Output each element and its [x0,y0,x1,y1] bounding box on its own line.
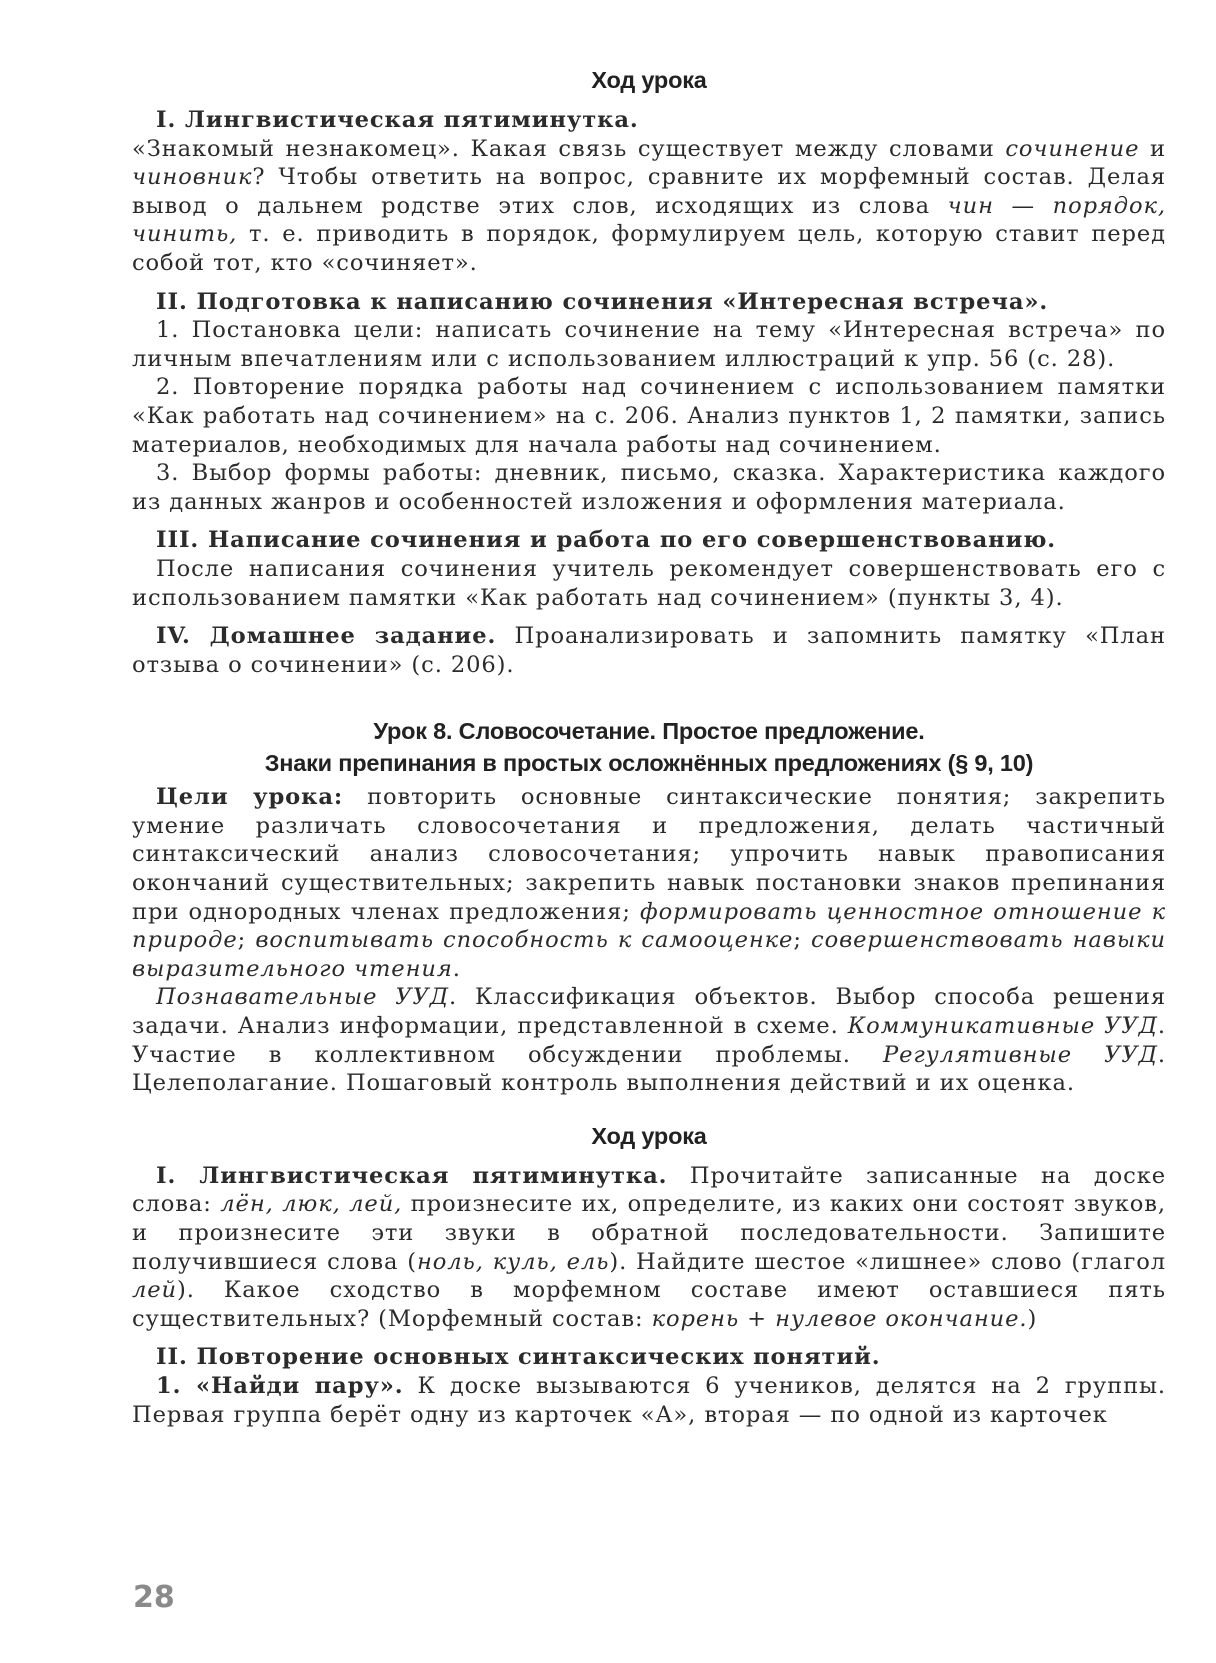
lesson-title: Урок 8. Словосочетание. Простое предложение. [373,718,925,745]
essay-preparation-item: 3. Выбор формы работы: дневник, письмо, сказка. Характеристика каждого из данных жанров и особенностей изложения и оформления материала. [132,460,1166,515]
homework-heading: IV. Домашнее задание. [156,623,497,650]
linguistic-five-minute-paragraph-2: I. Лингвистическая пятиминутка. Прочитайте записанные на доске слова: лён, люк, лей, произнесите их, определите, из каких они состоят звуков, и произнесите эти звуки в обратной последовательности. Запишите получившиеся слова (ноль, куль, ель). Найдите шестое «лишнее» слово (глагол лей). Какое сходство в морфемном составе имеют оставшиеся пять существительных? (Морфемный состав: корень + нулевое окончание.) [132,1162,1166,1332]
lesson-progress-heading-2: Ход урока [591,1122,707,1149]
lesson-goals-paragraph: Цели урока: повторить основные синтаксические понятия; закрепить умение различать словосочетания и предложения, делать частичный синтаксический анализ словосочетания; упрочить навык правописания окончаний существительных; закрепить навык постановки знаков препинания при однородных членах предложения; формировать ценностное отношение к природе; воспитывать способность к самооценке; совершенствовать навыки выразительного чтения. [132,784,1166,982]
lesson-progress-heading: Ход урока [591,67,707,93]
uud-paragraph: Познавательные УУД. Классификация объектов. Выбор способа решения задачи. Анализ информации, представленной в схеме. Коммуникативные УУД. Участие в коллективном обсуждении проблемы. Регулятивные УУД. Целеполагание. Пошаговый контроль выполнения действий и их оценка. [132,984,1166,1097]
linguistic-five-minute-paragraph: I. Лингвистическая пятиминутка. «Знакомый незнакомец». Какая связь существует между словами сочинение и чиновник? Чтобы ответить на вопрос, сравните их морфемный состав. Делая вывод о дальнем родстве этих слов, исходящих из слова чин — порядок, чинить, т. е. приводить в порядок, формулируем цель, которую ставит перед собой тот, кто «сочиняет». [132,107,1166,276]
lesson-subtitle: Знаки препинания в простых осложнённых предложениях (§ 9, 10) [264,750,1034,777]
find-pair-heading: 1. «Найди пару». [156,1372,404,1399]
essay-writing-heading: III. Написание сочинения и работа по его совершенствованию. [156,527,1057,554]
homework-paragraph: IV. Домашнее задание. Проанализировать и запомнить памятку «План отзыва о сочинении» (с. 206). [132,623,1166,678]
find-pair-paragraph: 1. «Найди пару». К доске вызываются 6 учеников, делятся на 2 группы. Первая группа берёт одну из карточек «А», вторая — по одной из карточек [132,1372,1167,1428]
essay-preparation-item: 2. Повторение порядка работы над сочинением с использованием памятки «Как работать над сочинением» на с. 206. Анализ пунктов 1, 2 памятки, запись материалов, необходимых для начала работы над сочинением. [132,374,1166,458]
page-content [132,64,1166,1429]
linguistic-five-minute-heading: I. Лингвистическая пятиминутка. [156,107,639,133]
lesson-goals-heading: Цели урока: [156,784,344,811]
essay-preparation-item: 1. Постановка цели: написать сочинение на тему «Интересная встреча» по личным впечатлениям или с использованием иллюстраций к упр. 56 (с. 28). [132,317,1166,372]
essay-preparation-heading: II. Подготовка к написанию сочинения «Интересная встреча». [156,288,1049,315]
syntax-review-heading: II. Повторение основных синтаксических понятий. [156,1344,881,1371]
linguistic-five-minute-heading-2: I. Лингвистическая пятиминутка. [156,1162,668,1189]
page-number: 28 [133,1580,175,1615]
essay-writing-paragraph: После написания сочинения учитель рекомендует совершенствовать его с использованием памятки «Как работать над сочинением» (пункты 3, 4). [132,555,1166,611]
